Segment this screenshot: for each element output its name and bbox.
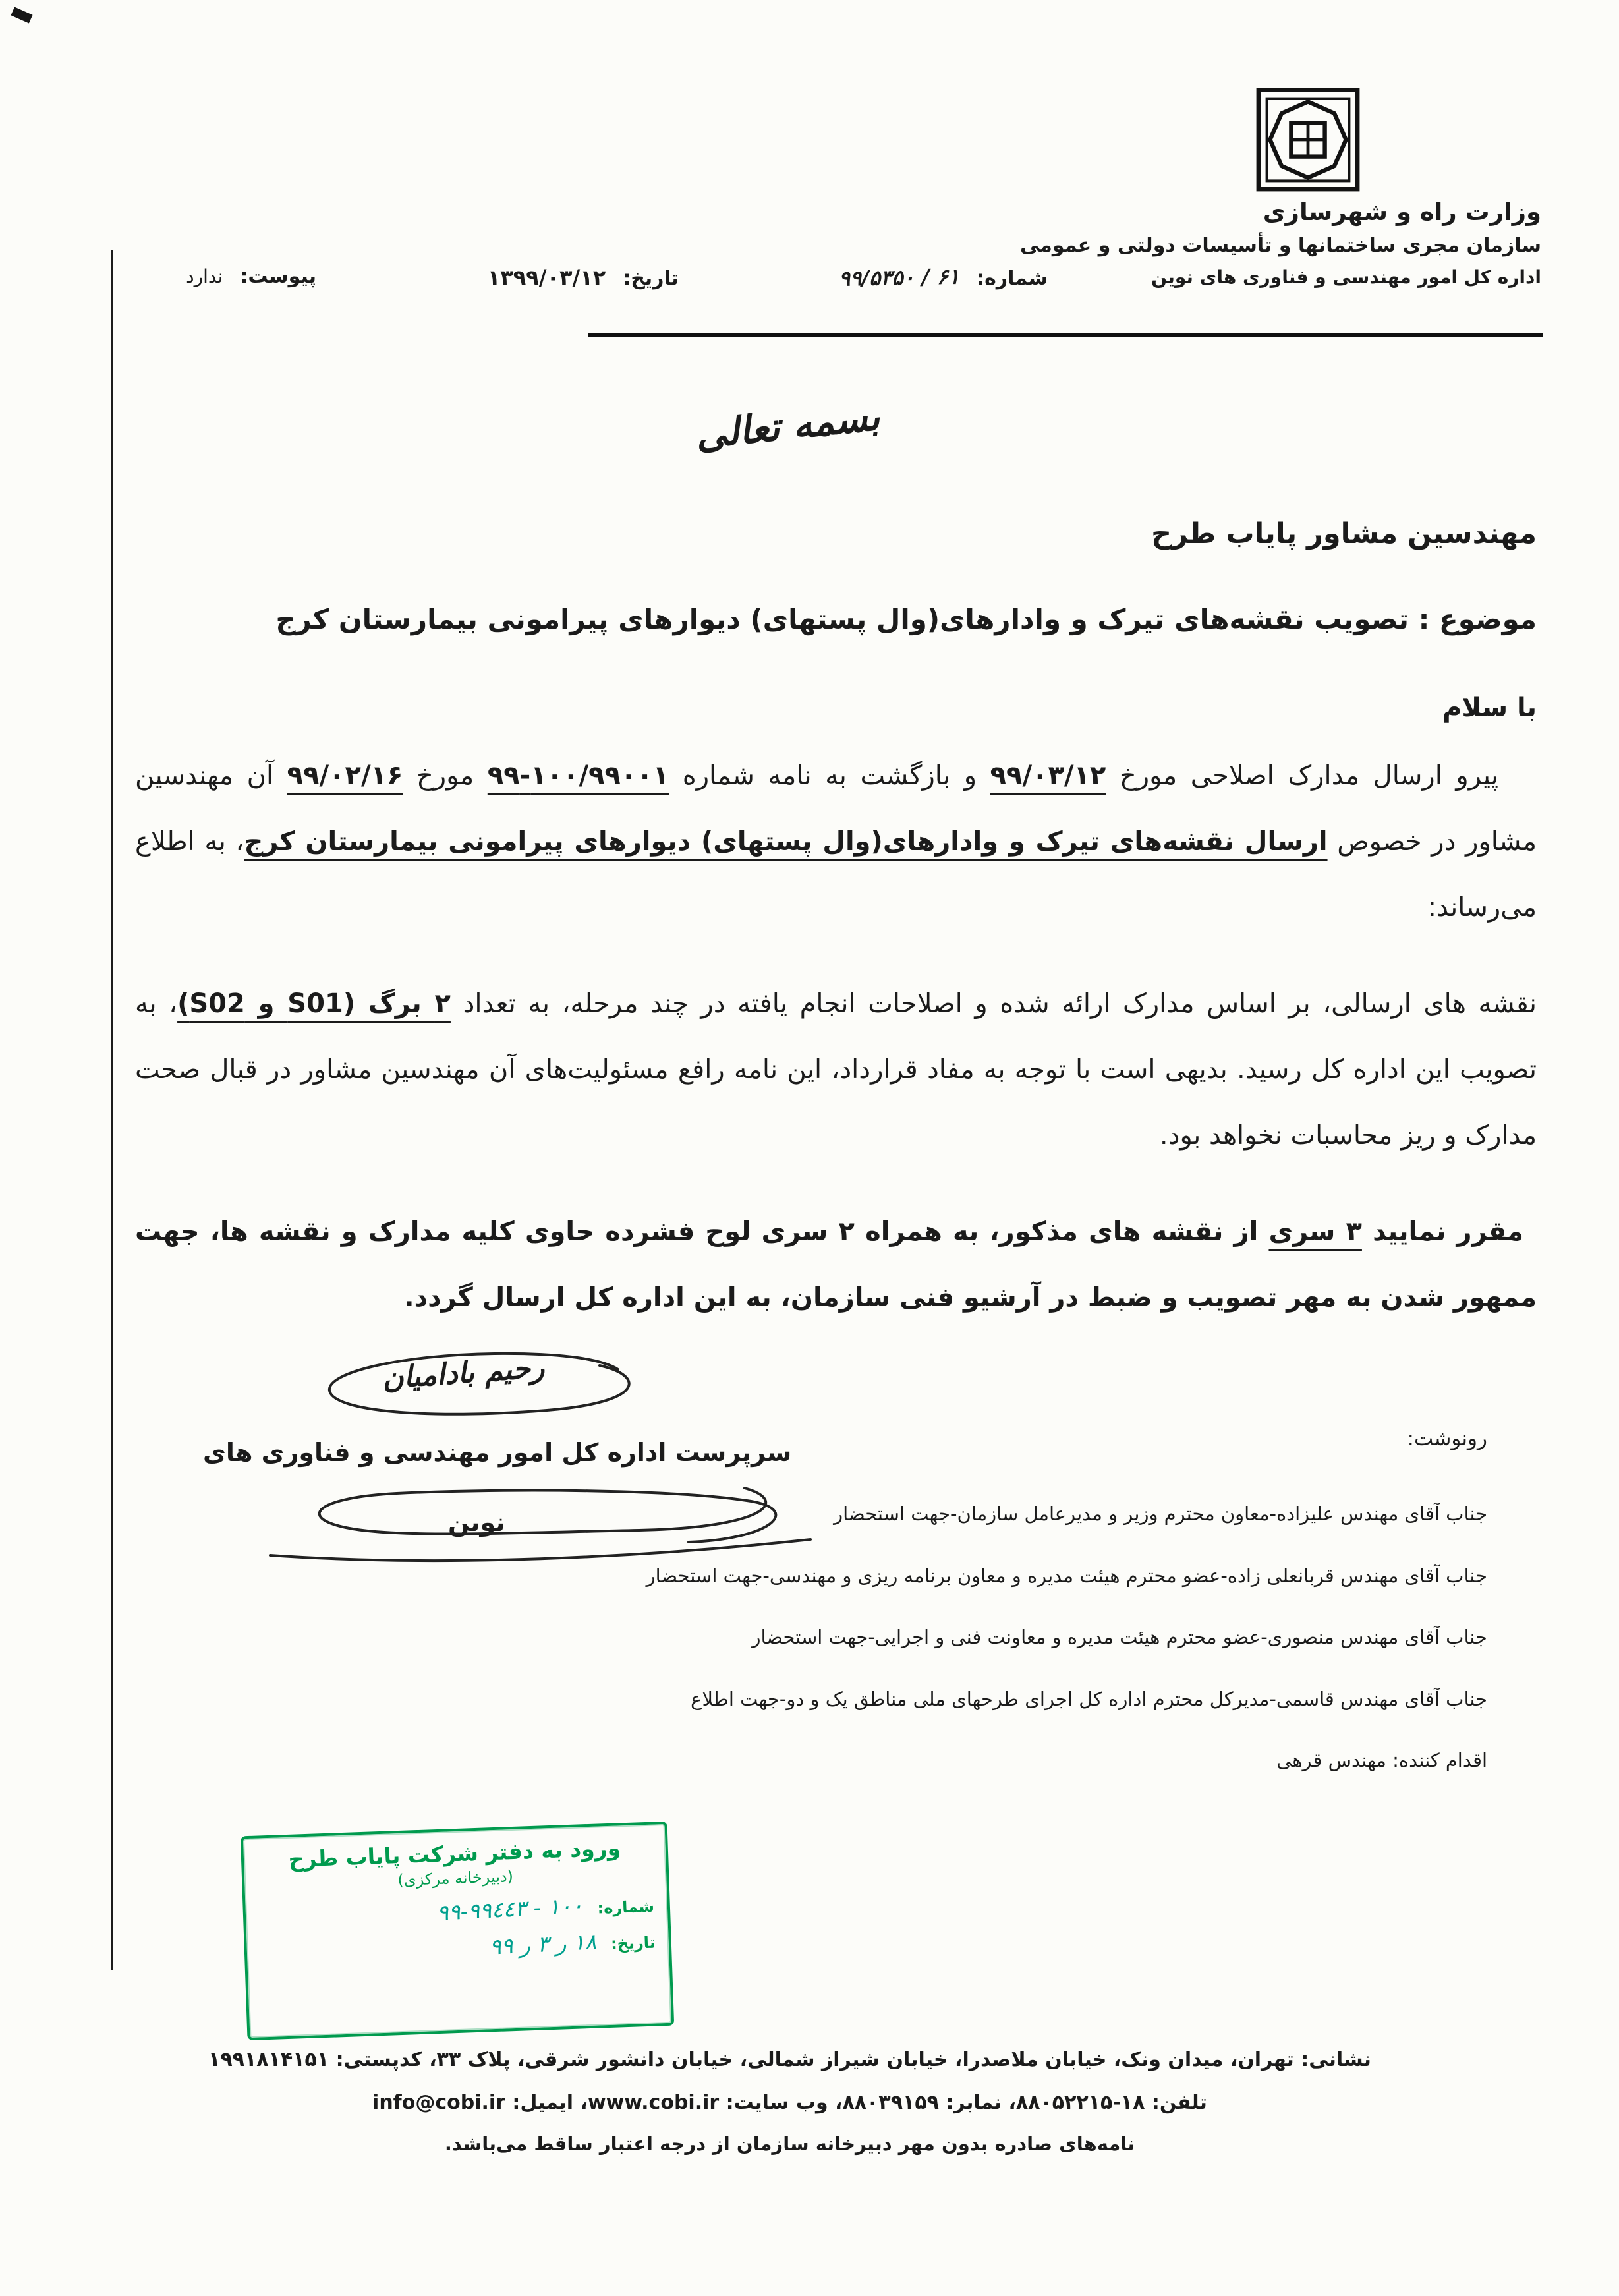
p3-seg-0: مقرر نمایید: [1361, 1217, 1524, 1248]
stamp-subtitle: (دبیرخانه مرکزی): [397, 1866, 514, 1890]
stamp-date-row: [260, 1928, 656, 1967]
p2-seg-2: ، به تصویب این اداره کل رسید. بدیهی است با توجه به مفاد قرارداد، این نامه رافع مسئولیت‌های آن مهندسین مشاور در قبال صحت مدارک و ریز محاسبات نخواهد بود.: [135, 989, 1537, 1151]
cc-item: جناب آقای مهندس قربانعلی زاده-عضو محترم هیئت مدیره و معاون برنامه ریزی و مهندسی-جهت استحضار: [646, 1564, 1487, 1587]
p1-seg-4: مورخ: [403, 761, 488, 791]
attachment-value: ندارد: [186, 266, 223, 287]
p1-seg-6: آن مهندسین مشاور در خصوص: [135, 761, 1537, 857]
footer-contact: تلفن: ۱۸-۸۸۰۵۲۲۱۵، نمابر: ۸۸۰۳۹۱۵۹، وب سایت: www.cobi.ir، ایمیل: info@cobi.ir: [372, 2091, 1207, 2114]
stamp-number-row: [258, 1891, 654, 1931]
cc-title: رونوشت:: [1407, 1427, 1487, 1450]
number-label: شماره:: [977, 267, 1048, 290]
organization-name: سازمان مجری ساختمانها و تأسیسات دولتی و عمومی: [1019, 234, 1541, 257]
stamp-number-value: ۱۰۰ - ۹۹-۹۹٤٤۳: [436, 1892, 584, 1926]
stamp-date-label: تاریخ:: [610, 1933, 656, 1953]
paragraph-2: [135, 971, 1537, 1168]
footer-disclaimer: نامه‌های صادره بدون مهر دبیرخانه سازمان از درجه اعتبار ساقط می‌باشد.: [444, 2133, 1135, 2155]
p1-ref-number: ۱۰۰/۹۹۰۰۱-۹۹: [487, 761, 669, 791]
cc-item: جناب آقای مهندس منصوری-عضو محترم هیئت مدیره و معاونت فنی و اجرایی-جهت استحضار: [751, 1626, 1487, 1649]
paragraph-3: [135, 1199, 1537, 1331]
stamp-number-label: شماره:: [597, 1897, 655, 1918]
recipient-line: مهندسین مشاور پایاب طرح: [1151, 517, 1537, 550]
header-divider: [588, 333, 1543, 337]
org-title-block: [1020, 198, 1541, 288]
footer-address: نشانی: تهران، میدان ونک، خیابان ملاصدرا، خیابان شیراز شمالی، خیابان دانشور شرقی، پلاک ۳۳، کدپستی: ۱۹۹۱۸۱۴۱۵۱: [208, 2048, 1371, 2071]
p1-seg-8: ، به اطلاع می‌رساند:: [135, 826, 1537, 923]
besmele-calligraphy: بسمه تعالی: [693, 393, 882, 458]
p1-subject-ref: ارسال نقشه‌های تیرک و وادارهای(وال پستهای) دیوارهای پیرامونی بیمارستان کرج: [244, 826, 1328, 857]
subject-line: موضوع : تصویب نقشه‌های تیرک و وادارهای(وال پستهای) دیوارهای پیرامونی بیمارستان کرج: [275, 603, 1537, 636]
p1-seg-0: پیرو ارسال مدارک اصلاحی مورخ: [1106, 761, 1499, 791]
p3-seg-2: از نقشه های مذکور، به همراه ۲ سری لوح فشرده حاوی کلیه مدارک و نقشه ها، جهت ممهور شدن به مهر تصویب و ضبط در آرشیو فنی سازمان، به این اداره کل ارسال گردد.: [135, 1217, 1537, 1313]
p1-date-2: ۹۹/۰۲/۱۶: [287, 761, 403, 791]
cc-action-line: اقدام کننده: مهندس قرهی: [1276, 1748, 1487, 1771]
signer-title-line2: نوین: [448, 1508, 505, 1537]
attachment-field: [186, 265, 316, 288]
signer-name: رحیم بادامیان: [381, 1350, 546, 1396]
stamp-date-value: ۱۸ ر ۳ ر ۹۹: [488, 1928, 597, 1960]
ministry-emblem-icon: [1255, 84, 1361, 195]
scan-corner-artifact: [11, 7, 32, 24]
attachment-label: پیوست:: [240, 265, 316, 288]
scan-edge-line: [111, 250, 113, 1970]
signer-title-line1: سرپرست اداره کل امور مهندسی و فناوری های: [203, 1438, 792, 1467]
p2-seg-0: نقشه های ارسالی، بر اساس مدارک ارائه شده و اصلاحات انجام یافته در چند مرحله، به تعداد: [450, 989, 1537, 1019]
cc-item: جناب آقای مهندس قاسمی-مدیرکل محترم اداره کل اجرای طرحهای ملی مناطق یک و دو-جهت اطلاع: [691, 1688, 1487, 1711]
stamp-title: ورود به دفتر شرکت پایاب طرح: [288, 1835, 621, 1872]
p1-seg-2: و بازگشت به نامه شماره: [669, 761, 990, 791]
letter-date-field: [488, 265, 679, 290]
number-value: ۶۱ / ۹۹/۵۳۵۰: [838, 264, 960, 291]
letter-footer: [92, 2048, 1487, 2155]
paragraph-1: [135, 743, 1537, 940]
letter-number-field: [839, 265, 1048, 290]
date-label: تاریخ:: [623, 267, 679, 290]
cc-block: [407, 1427, 1487, 1771]
date-value: ۱۳۹۹/۰۳/۱۲: [487, 265, 606, 290]
department-name: اداره کل امور مهندسی و فناوری های نوین: [1151, 266, 1541, 288]
ministry-name: وزارت راه و شهرسازی: [1263, 198, 1541, 226]
letter-body: [135, 514, 1537, 1361]
greeting-line: با سلام: [1442, 693, 1537, 724]
p3-series-count: ۳ سری: [1268, 1217, 1362, 1248]
company-entry-stamp: [241, 1822, 674, 2040]
p2-sheet-count: ۲ برگ (S01 و S02): [177, 989, 451, 1019]
p1-date-1: ۹۹/۰۳/۱۲: [990, 761, 1106, 791]
cc-item: جناب آقای مهندس علیزاده-معاون محترم وزیر و مدیرعامل سازمان-جهت استحضار: [834, 1503, 1487, 1525]
